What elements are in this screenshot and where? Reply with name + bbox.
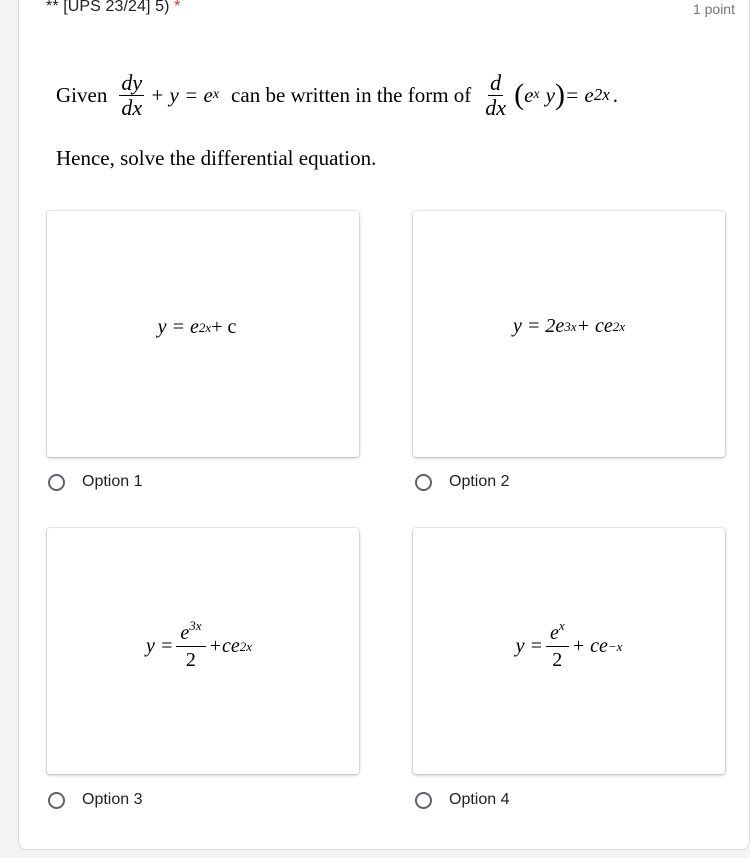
option-2-formula: y = 2e 3x + ce 2x xyxy=(512,315,626,337)
option-2-lhs: y = 2e xyxy=(512,315,565,337)
d-dx-fraction xyxy=(483,71,508,118)
question-equation-line: Given $\frac{dy}{dx}$ + y = e x can be written in the form of $\frac{d}{dx}$ ( e x y ) = e 2x . xyxy=(56,70,618,120)
option-4-lhs: y = xyxy=(515,635,543,657)
question-title xyxy=(46,0,180,16)
question-title-text: ** [UPS 23/24] 5) xyxy=(46,0,170,15)
dx-denominator-2: dx xyxy=(485,94,507,120)
option-2-mid: + ce xyxy=(576,315,613,337)
middle-text: can be written in the form of xyxy=(231,82,472,107)
option-4-mid: + ce xyxy=(571,635,608,657)
option-4-label: Option 4 xyxy=(449,791,510,808)
option-1-formula: y = e 2x + c xyxy=(157,316,237,338)
period: . xyxy=(612,82,618,107)
option-3-label: Option 3 xyxy=(82,791,143,808)
option-3-fraction xyxy=(176,618,205,671)
option-3-radio[interactable] xyxy=(48,792,65,809)
option-4-num-exponent: x xyxy=(558,618,565,633)
option-1-choice[interactable] xyxy=(48,473,142,491)
equals-e: = e xyxy=(564,82,594,107)
dy-numerator: dy xyxy=(121,70,143,96)
option-3-choice[interactable] xyxy=(48,791,142,809)
option-3-numerator: $e^{3x}$ xyxy=(176,622,205,647)
close-paren: ) xyxy=(554,78,565,111)
option-4-choice[interactable] xyxy=(415,791,509,809)
inner-y: y xyxy=(545,82,555,107)
question-line-2: Hence, solve the differential equation. xyxy=(56,146,377,170)
option-3-image[interactable] xyxy=(47,528,359,774)
option-4-fraction xyxy=(546,618,569,671)
option-3-formula: y = $\frac{e^{3x}}{2}$ +ce 2x xyxy=(145,618,253,671)
option-4-denominator: 2 xyxy=(552,649,563,671)
option-2-image[interactable] xyxy=(413,211,725,457)
option-1-image[interactable] xyxy=(47,211,359,457)
option-4-image[interactable] xyxy=(413,528,725,774)
option-1-label: Option 1 xyxy=(82,473,143,490)
open-paren: ( xyxy=(514,78,525,111)
dx-denominator: dx xyxy=(121,94,143,120)
option-3-mid: +ce xyxy=(208,635,240,657)
dy-dx-fraction xyxy=(119,71,144,118)
plus-y-eq-e: + y = e xyxy=(150,82,213,107)
option-1-lhs: y = e xyxy=(157,316,199,338)
points-label: 1 point xyxy=(692,1,735,17)
option-4-formula: y = $\frac{e^x}{2}$ + ce −x xyxy=(515,618,623,671)
option-2-label: Option 2 xyxy=(449,473,510,490)
d-numerator: d xyxy=(490,70,502,96)
option-3-denominator: 2 xyxy=(185,649,196,671)
option-4-radio[interactable] xyxy=(415,792,432,809)
option-3-lhs: y = xyxy=(145,635,174,657)
option-3-num-exponent: 3x xyxy=(189,618,202,633)
given-word: Given xyxy=(56,82,108,107)
inner-e: e xyxy=(524,82,534,107)
option-1-tail: + c xyxy=(211,316,237,338)
option-2-radio[interactable] xyxy=(415,474,432,491)
option-1-radio[interactable] xyxy=(48,474,65,491)
question-image xyxy=(56,62,716,182)
option-2-choice[interactable] xyxy=(415,473,509,491)
required-asterisk: * xyxy=(174,0,181,15)
option-4-numerator: $e^x$ xyxy=(546,622,569,647)
